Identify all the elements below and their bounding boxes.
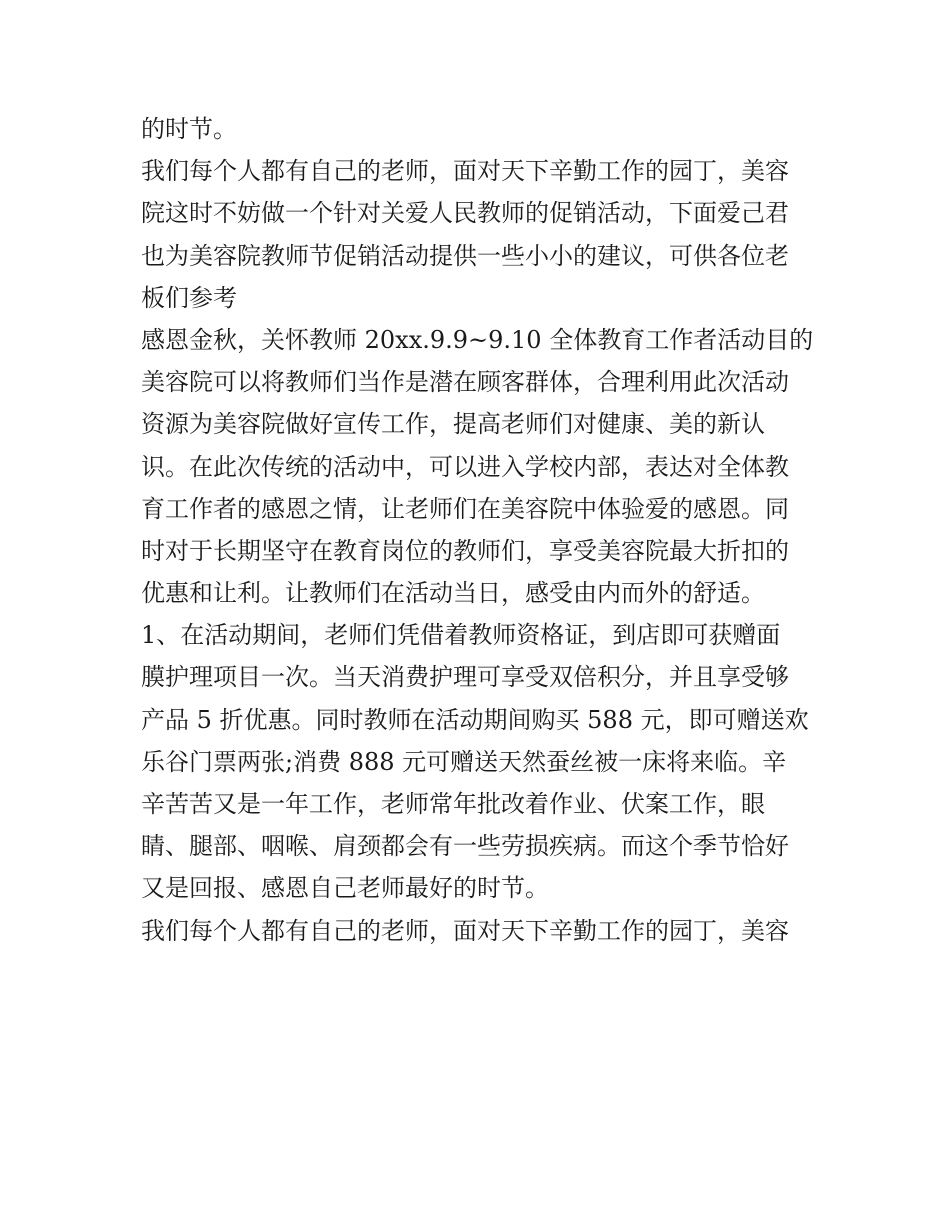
paragraph-closing-fragment	[141, 108, 813, 150]
text-line: 感恩金秋，关怀教师 20xx.9.9~9.10 全体教育工作者活动目的	[141, 325, 814, 354]
text-line: 的时节。	[141, 115, 237, 143]
text-line: 资源为美容院做好宣传工作，提高老师们对健康、美的新认	[141, 410, 765, 439]
text-line: 我们每个人都有自己的老师，面对天下辛勤工作的园丁，美容	[141, 916, 789, 945]
text-line: 育工作者的感恩之情，让老师们在美容院中体验爱的感恩。同	[141, 494, 789, 523]
paragraph-repeat-intro	[141, 910, 813, 952]
text-line: 也为美容院教师节促销活动提供一些小小的建议，可供各位老	[141, 241, 789, 270]
text-line: 时对于长期坚守在教育岗位的教师们，享受美容院最大折扣的	[141, 536, 789, 565]
paragraph-activity-purpose	[141, 319, 813, 614]
text-line: 板们参考	[141, 283, 237, 312]
document-body	[141, 108, 813, 952]
text-line: 产品 5 折优惠。同时教师在活动期间购买 588 元，即可赠送欢	[141, 705, 809, 734]
text-line: 睛、腿部、咽喉、肩颈都会有一些劳损疾病。而这个季节恰好	[141, 832, 789, 861]
text-line: 辛苦苦又是一年工作，老师常年批改着作业、伏案工作，眼	[141, 790, 765, 818]
text-line: 膜护理项目一次。当天消费护理可享受双倍积分，并且享受够	[141, 663, 789, 692]
text-line: 优惠和让利。让教师们在活动当日，感受由内而外的舒适。	[141, 579, 765, 608]
text-line: 我们每个人都有自己的老师，面对天下辛勤工作的园丁，美容	[141, 157, 789, 186]
paragraph-activity-item-1	[141, 614, 813, 909]
text-line: 又是回报、感恩自己老师最好的时节。	[141, 874, 549, 903]
text-line: 1、在活动期间，老师们凭借着教师资格证，到店即可获赠面	[141, 621, 781, 650]
text-line: 识。在此次传统的活动中，可以进入学校内部，表达对全体教	[141, 452, 789, 481]
text-line: 院这时不妨做一个针对关爱人民教师的促销活动，下面爱己君	[141, 199, 789, 228]
text-line: 乐谷门票两张;消费 888 元可赠送天然蚕丝被一床将来临。辛	[141, 747, 787, 776]
paragraph-intro	[141, 150, 813, 319]
text-line: 美容院可以将教师们当作是潜在顾客群体，合理利用此次活动	[141, 368, 789, 397]
